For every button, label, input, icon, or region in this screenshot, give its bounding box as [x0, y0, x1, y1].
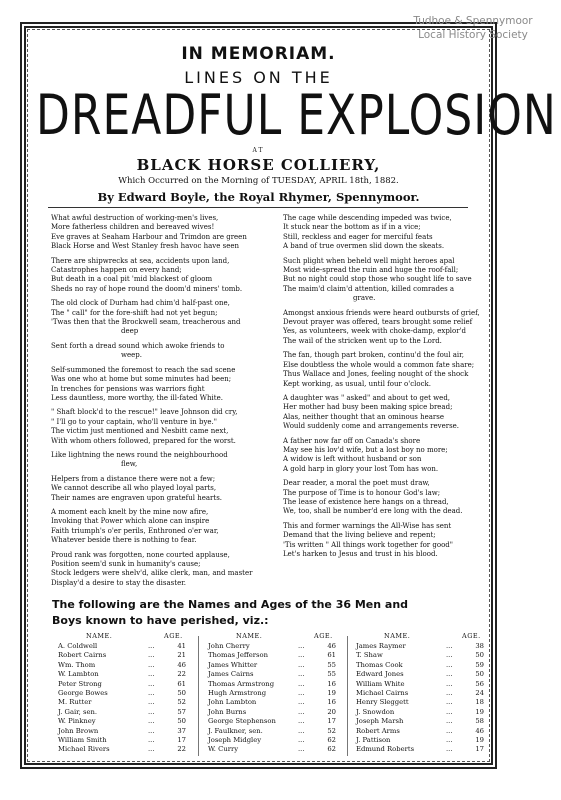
at-label: AT: [252, 147, 265, 154]
leader-dots: ...: [298, 660, 305, 669]
names-heading: [52, 597, 492, 629]
poem-line: " Shaft block'd to the rescue!" leave Johnson did cry,: [51, 408, 238, 417]
victim-age: 20: [327, 707, 336, 716]
leader-dots: ...: [148, 698, 155, 707]
victim-age: 41: [177, 642, 186, 650]
poem-line: grave.: [353, 294, 376, 303]
name-row: [356, 689, 490, 698]
victim-name: Hugh Armstrong: [208, 688, 267, 697]
victim-name: Edward Jones: [356, 670, 404, 679]
leader-dots: ...: [148, 717, 155, 726]
poem-line: The victim just mentioned and Nesbitt came next,: [51, 427, 229, 436]
victim-age: 61: [327, 651, 336, 660]
name-row: [356, 745, 490, 754]
leader-dots: ...: [298, 651, 305, 660]
poem-line: Stock ledgers were shelv'd, alike clerk, man, and master: [51, 569, 253, 578]
leader-dots: ...: [446, 726, 453, 735]
age-header: AGE.: [164, 632, 183, 640]
poem-line: Yes, as volunteers, week with choke-damp, explor'd: [283, 327, 467, 336]
victim-name: James Raymer: [356, 642, 406, 650]
leader-dots: ...: [446, 688, 453, 697]
poem-line: Helpers from a distance there were not a few;: [51, 474, 216, 483]
name-row: [58, 727, 192, 736]
poem-line: May see his lov'd wife, but a lost boy no more;: [283, 445, 448, 454]
names-column-header: [58, 632, 192, 642]
poem-line: The lease of existence here hangs on a thread,: [283, 497, 449, 506]
victim-age: 18: [475, 698, 484, 707]
victim-age: 50: [475, 651, 484, 660]
name-header: NAME.: [86, 632, 113, 640]
poem-line: Dear reader, a moral the poet must draw,: [283, 479, 430, 488]
poem-line: The purpose of Time is to honour God's law;: [283, 488, 441, 497]
leader-dots: ...: [446, 735, 453, 744]
name-row: [208, 651, 342, 660]
name-row: [58, 680, 192, 689]
poem-stanza: [51, 257, 261, 295]
victim-age: 50: [177, 688, 186, 697]
poem-line: Sent forth a dread sound which awoke friends to: [51, 341, 225, 350]
poem-line: Display'd a desire to stay the disaster.: [51, 578, 187, 587]
victim-name: M. Rutter: [58, 698, 92, 707]
poem-line: A widow is left without husband or son: [283, 455, 422, 464]
poem-line: Thus Wallace and Jones, feeling nought of the shock: [283, 370, 469, 379]
poem-line: Devout prayer was offered, tears brought some relief: [283, 318, 473, 327]
poem-stanza: [283, 309, 493, 347]
poem-line: 'Tis written " All things work together for good": [283, 540, 453, 549]
victim-name: George Stephenson: [208, 717, 276, 726]
victim-name: Thomas Cook: [356, 660, 403, 669]
date-line: Which Occurred on the Morning of TUESDAY, APRIL 18th, 1882.: [118, 176, 399, 186]
name-row: [356, 736, 490, 745]
poem-line: flew,: [121, 460, 138, 469]
victim-name: Michael Cairns: [356, 688, 409, 697]
victim-age: 21: [177, 651, 186, 660]
poem-line: The old clock of Durham had chim'd half-past one,: [51, 299, 230, 308]
leader-dots: ...: [446, 698, 453, 707]
victim-name: John Cherry: [208, 642, 250, 650]
poem-stanza: [51, 475, 261, 503]
poem-stanza: [51, 214, 261, 252]
poem-line: Still, reckless and eager for merciful feats: [283, 232, 433, 241]
poem-line: Sheds no ray of hope round the doom'd miners' tomb.: [51, 284, 243, 293]
leader-dots: ...: [298, 679, 305, 688]
victim-age: 16: [327, 698, 336, 707]
poem-line: The maim'd claim'd attention, killed comrades a: [283, 284, 455, 293]
victim-name: Michael Rivers: [58, 745, 110, 754]
poem-line: Alas, neither thought that an ominous hearse: [283, 412, 444, 421]
leader-dots: ...: [148, 670, 155, 679]
poem-line: Let's harken to Jesus and trust in his blood.: [283, 550, 438, 558]
leader-dots: ...: [298, 717, 305, 726]
name-header: NAME.: [236, 632, 263, 640]
poem-line: But death in a coal pit 'mid blackest of gloom: [51, 275, 213, 284]
victim-age: 46: [327, 642, 336, 650]
leader-dots: ...: [298, 745, 305, 754]
poem-line: In trenches for pensions was warriors fight: [51, 384, 205, 393]
name-row: [208, 708, 342, 717]
victim-age: 46: [177, 660, 186, 669]
poem-stanza: [51, 299, 261, 337]
main-title: DREADFUL EXPLOSION: [36, 84, 557, 148]
name-row: [356, 642, 490, 651]
poem-stanza: [51, 551, 261, 589]
poem-stanza: [283, 437, 493, 475]
poem-line: Demand that the living believe and repent;: [283, 531, 436, 540]
victim-age: 58: [475, 717, 484, 726]
poem-line: 'Twas then that the Brockwell seam, treacherous and: [51, 318, 241, 327]
names-column-2: [208, 632, 342, 755]
victim-name: John Lambton: [208, 698, 257, 707]
name-row: [356, 698, 490, 707]
name-row: [208, 727, 342, 736]
column-separator: [198, 636, 199, 756]
victim-age: 62: [327, 735, 336, 744]
victim-name: Henry Sleggett: [356, 698, 409, 707]
divider-rule: [48, 207, 468, 208]
poem-line: Amongst anxious friends were heard outbursts of grief,: [283, 308, 480, 317]
poem-line: A moment each knelt by the mine now afire,: [51, 507, 209, 516]
leader-dots: ...: [298, 642, 305, 650]
name-row: [58, 651, 192, 660]
poem-line: This and former warnings the All-Wise has sent: [283, 521, 452, 530]
victim-name: Thomas Armstrong: [208, 679, 275, 688]
victim-name: James Whitter: [208, 660, 258, 669]
poem-line: What awful destruction of working-men's lives,: [51, 214, 219, 222]
victim-name: George Bowes: [58, 688, 108, 697]
name-row: [208, 689, 342, 698]
poem-line: Eve graves at Seaham Harbour and Trimdon are green: [51, 232, 247, 241]
names-heading-line-2: Boys known to have perished, viz.:: [52, 614, 269, 627]
leader-dots: ...: [446, 670, 453, 679]
poem-line: Was one who at home but some minutes had been;: [51, 375, 232, 384]
poem-line: Proud rank was forgotten, none courted applause,: [51, 550, 230, 559]
name-row: [58, 642, 192, 651]
watermark-line-2: Local History Society: [418, 29, 528, 41]
poem-line: Such plight when beheld well might heroes apal: [283, 256, 455, 265]
victim-age: 16: [327, 679, 336, 688]
poem-stanza: [283, 394, 493, 432]
victim-name: John Burns: [208, 707, 247, 716]
victim-name: A. Coldwell: [58, 642, 98, 650]
victim-name: Joseph Midgley: [208, 735, 262, 744]
age-header: AGE.: [314, 632, 333, 640]
victim-age: 37: [177, 726, 186, 735]
leader-dots: ...: [446, 660, 453, 669]
victim-name: William White: [356, 679, 405, 688]
name-row: [208, 670, 342, 679]
victim-age: 50: [177, 717, 186, 726]
victim-name: Joseph Marsh: [356, 717, 404, 726]
poem-line: We cannot describe all who played loyal parts,: [51, 484, 217, 493]
name-row: [208, 717, 342, 726]
victim-age: 24: [475, 688, 484, 697]
leader-dots: ...: [446, 642, 453, 650]
victim-age: 59: [475, 660, 484, 669]
poem-line: A father now far off on Canada's shore: [283, 436, 421, 445]
victim-age: 55: [327, 670, 336, 679]
leader-dots: ...: [298, 726, 305, 735]
poem-line: We, too, shall be number'd ere long with the dead.: [283, 507, 463, 516]
names-column-3: [356, 632, 490, 755]
leader-dots: ...: [446, 651, 453, 660]
victim-name: Thomas Jefferson: [208, 651, 268, 660]
leader-dots: ...: [446, 745, 453, 754]
name-row: [58, 745, 192, 754]
poem-line: It stuck near the bottom as if in a vice;: [283, 223, 421, 232]
poem-line: Most wide-spread the ruin and huge the roof-fall;: [283, 266, 459, 275]
victim-name: William Smith: [58, 735, 107, 744]
leader-dots: ...: [148, 651, 155, 660]
victim-name: J. Faulkner, sen.: [208, 726, 263, 735]
leader-dots: ...: [148, 642, 155, 650]
victim-age: 52: [327, 726, 336, 735]
victim-age: 38: [475, 642, 484, 650]
poem-stanza: [51, 508, 261, 546]
leader-dots: ...: [298, 735, 305, 744]
name-row: [356, 680, 490, 689]
leader-dots: ...: [446, 717, 453, 726]
poem-stanza: [283, 257, 493, 304]
victim-name: J. Gair, sen.: [58, 707, 98, 716]
name-row: [208, 736, 342, 745]
poem-stanza: [51, 342, 261, 361]
victim-name: T. Shaw: [356, 651, 383, 660]
victim-age: 46: [475, 726, 484, 735]
leader-dots: ...: [148, 745, 155, 754]
poem-line: The " call" for the fore-shift had not yet begun;: [51, 308, 218, 317]
name-row: [208, 745, 342, 754]
poem-line: But no night could stop those who sought life to save: [283, 275, 472, 284]
name-row: [208, 680, 342, 689]
poem-line: A gold harp in glory your lost Tom has won.: [283, 464, 439, 473]
victim-age: 19: [327, 688, 336, 697]
poem-line: There are shipwrecks at sea, accidents upon land,: [51, 256, 230, 265]
poem-line: Self-summoned the foremost to reach the sad scene: [51, 365, 236, 374]
colliery-heading: BLACK HORSE COLLIERY,: [136, 156, 381, 174]
victim-age: 19: [475, 707, 484, 716]
name-row: [58, 736, 192, 745]
poem-line: A daughter was " asked" and about to get wed,: [283, 393, 451, 402]
name-row: [356, 717, 490, 726]
victim-name: W. Lambton: [58, 670, 99, 679]
victim-name: Wm. Thom: [58, 660, 96, 669]
victim-age: 22: [177, 670, 186, 679]
leader-dots: ...: [298, 698, 305, 707]
victim-name: Edmund Roberts: [356, 745, 415, 754]
victim-age: 17: [177, 735, 186, 744]
name-row: [356, 670, 490, 679]
victim-name: James Cairns: [208, 670, 254, 679]
poem-line: Faith triumph's o'er perils, Enthroned o'er war,: [51, 526, 219, 535]
victim-age: 61: [177, 679, 186, 688]
leader-dots: ...: [148, 726, 155, 735]
poem-line: Whatever beside there is nothing to fear.: [51, 536, 197, 545]
name-row: [58, 670, 192, 679]
victim-age: 57: [177, 707, 186, 716]
leader-dots: ...: [298, 688, 305, 697]
leader-dots: ...: [446, 679, 453, 688]
victim-name: Peter Strong: [58, 679, 102, 688]
victim-age: 17: [475, 745, 484, 754]
poem-line: The fan, though part broken, continu'd the foul air,: [283, 351, 464, 360]
name-row: [208, 661, 342, 670]
name-row: [356, 661, 490, 670]
poem-stanza: [51, 366, 261, 404]
name-row: [356, 727, 490, 736]
victim-age: 50: [475, 670, 484, 679]
name-row: [356, 651, 490, 660]
name-row: [58, 708, 192, 717]
leader-dots: ...: [148, 688, 155, 697]
lines-on-heading: LINES ON THE: [184, 68, 333, 87]
name-row: [208, 642, 342, 651]
poem-line: Her mother had busy been making spice bread;: [283, 403, 453, 412]
poem-stanza: [283, 522, 493, 560]
names-column-header: [356, 632, 490, 642]
victim-age: 22: [177, 745, 186, 754]
name-row: [58, 661, 192, 670]
leader-dots: ...: [298, 670, 305, 679]
poem-stanza: [283, 351, 493, 389]
poem-line: With whom others followed, prepared for the worst.: [51, 436, 236, 445]
poem-line: Else doubtless the whole would a common fate share;: [283, 360, 475, 369]
leader-dots: ...: [148, 679, 155, 688]
name-row: [208, 698, 342, 707]
memoriam-heading: IN MEMORIAM.: [181, 44, 336, 64]
poem-stanza: [51, 408, 261, 446]
victim-name: Robert Arms: [356, 726, 400, 735]
poem-line: weep.: [121, 351, 142, 360]
victim-name: J. Snowdon: [356, 707, 395, 716]
victim-age: 62: [327, 745, 336, 754]
leader-dots: ...: [298, 707, 305, 716]
poem-line: A band of true overmen slid down the skeats.: [283, 242, 445, 251]
name-header: NAME.: [384, 632, 411, 640]
poem-line: " I'll go to your captain, who'll venture in bye.": [51, 417, 217, 426]
poem-stanza: [283, 214, 493, 252]
poem-left-column: [51, 214, 261, 593]
poem-stanza: [283, 479, 493, 517]
victim-age: 19: [475, 735, 484, 744]
victim-age: 56: [475, 679, 484, 688]
watermark-line-1: Tudhoe & Spennymoor: [413, 15, 533, 27]
poem-line: Less dauntless, more worthy, the ill-fated White.: [51, 393, 223, 402]
poem-line: Black Horse and West Stanley fresh havoc have seen: [51, 242, 239, 251]
poem-line: Invoking that Power which alone can inspire: [51, 517, 210, 526]
victim-age: 52: [177, 698, 186, 707]
victim-age: 17: [327, 717, 336, 726]
victim-name: Robert Cairns: [58, 651, 107, 660]
age-header: AGE.: [462, 632, 481, 640]
watermark: [393, 14, 553, 42]
name-row: [58, 689, 192, 698]
poem-line: Like lightning the news round the neighbourhood: [51, 450, 228, 459]
author-line: By Edward Boyle, the Royal Rhymer, Spennymoor.: [97, 190, 420, 204]
leader-dots: ...: [148, 735, 155, 744]
name-row: [58, 698, 192, 707]
names-heading-line-1: The following are the Names and Ages of the 36 Men and: [52, 598, 409, 611]
poem-stanza: [51, 451, 261, 470]
poem-line: The wail of the stricken went up to the Lord.: [283, 336, 442, 345]
poem-line: The cage while descending impeded was twice,: [283, 214, 452, 222]
poem-line: Catastrophes happen on every hand;: [51, 266, 182, 275]
victim-name: J. Pattison: [356, 735, 391, 744]
poem-right-column: [283, 214, 493, 564]
leader-dots: ...: [148, 660, 155, 669]
victim-age: 55: [327, 660, 336, 669]
names-column-1: [58, 632, 192, 755]
poem-line: Their names are engraven upon grateful hearts.: [51, 493, 223, 502]
victim-name: W. Curry: [208, 745, 239, 754]
poem-line: More fatherless children and bereaved wives!: [51, 223, 215, 232]
poem-line: Would suddenly come and arrangements reverse.: [283, 422, 460, 431]
victim-name: W. Pinkney: [58, 717, 96, 726]
name-row: [356, 708, 490, 717]
poem-line: Kept working, as usual, until four o'clock.: [283, 379, 431, 388]
poem-line: deep: [121, 327, 139, 336]
leader-dots: ...: [148, 707, 155, 716]
names-column-header: [208, 632, 342, 642]
column-separator: [347, 636, 348, 756]
victim-name: John Brown: [58, 726, 99, 735]
leader-dots: ...: [446, 707, 453, 716]
poem-line: Position seem'd sunk in humanity's cause;: [51, 560, 201, 568]
name-row: [58, 717, 192, 726]
